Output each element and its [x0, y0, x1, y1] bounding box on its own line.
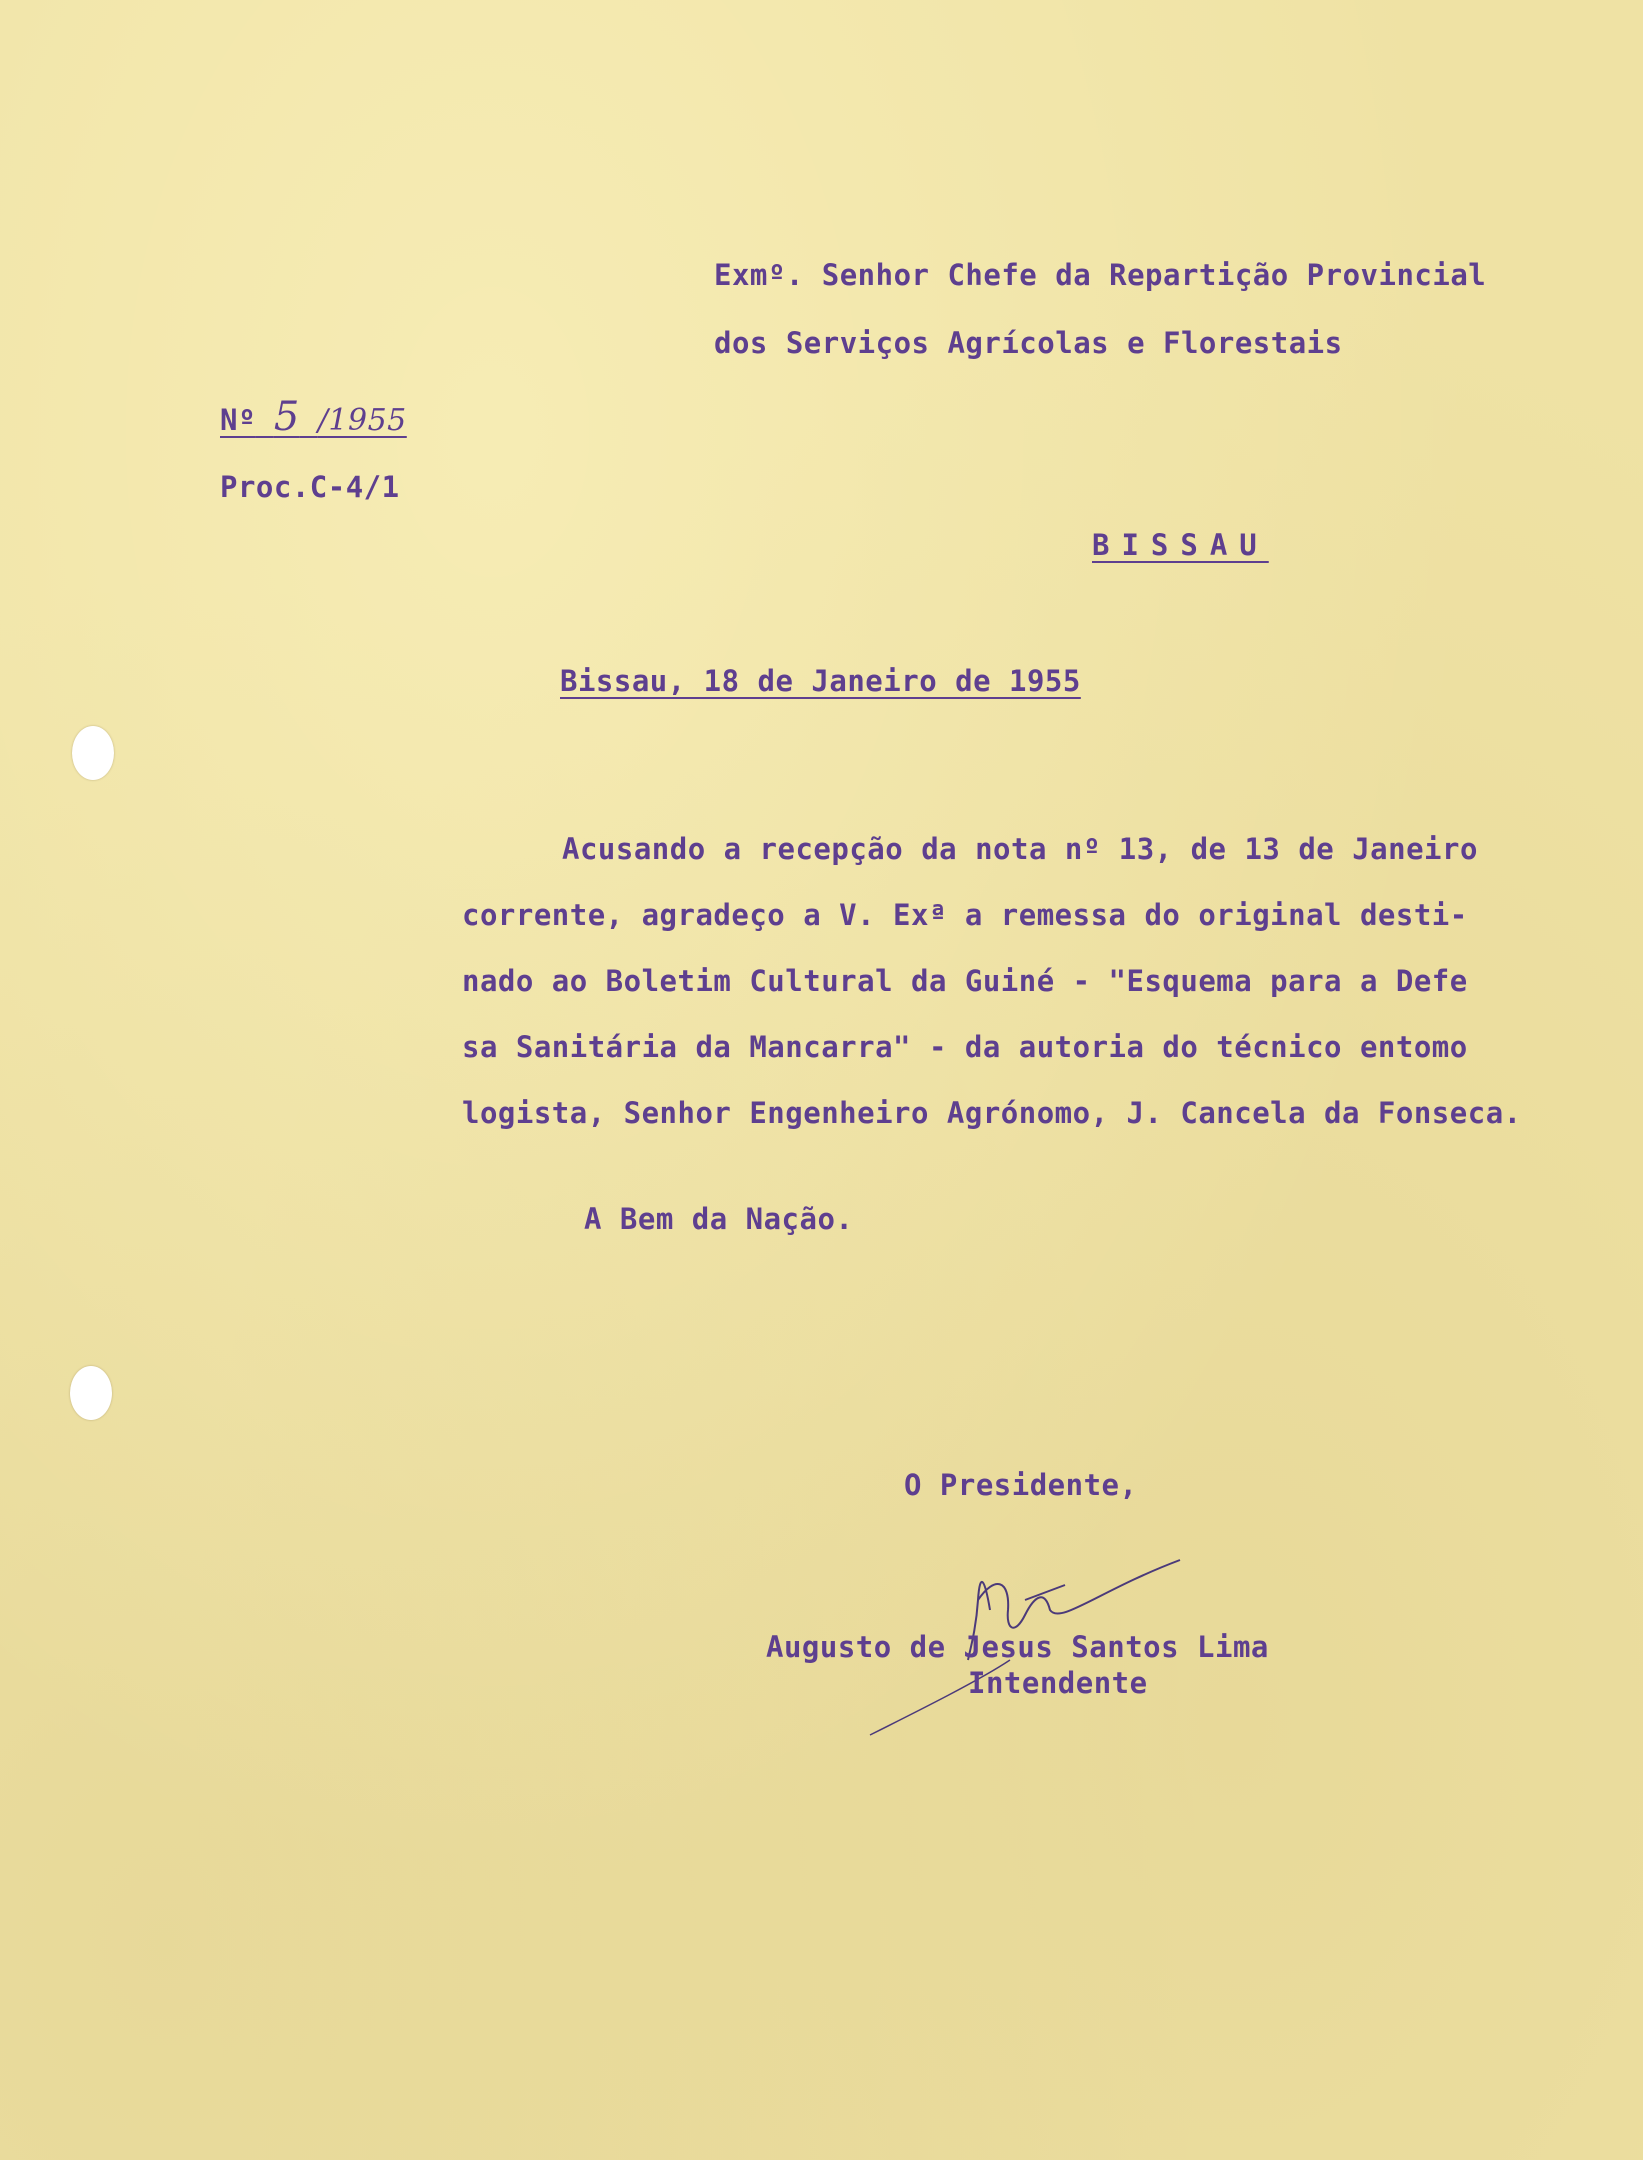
reference-number-year: /1955 [317, 403, 407, 438]
signatory-name: Augusto de Jesus Santos Lima [766, 1630, 1269, 1664]
reference-number [220, 394, 407, 440]
addressee-line-2: dos Serviços Agrícolas e Florestais [714, 326, 1343, 360]
body-line-2: corrente, agradeço a V. Exª a remessa do original desti- [462, 898, 1468, 932]
addressee-line-1: Exmº. Senhor Chefe da Repartição Provincial [714, 258, 1487, 292]
signatory-title: Intendente [968, 1666, 1148, 1700]
date-line: Bissau, 18 de Janeiro de 1955 [560, 664, 1081, 698]
process-reference: Proc.C-4/1 [220, 470, 400, 504]
body-line-4: sa Sanitária da Mancarra" - da autoria do técnico entomo [462, 1030, 1468, 1064]
signatory-role: O Presidente, [904, 1468, 1138, 1502]
city-heading: BISSAU [1092, 528, 1269, 562]
body-line-1: Acusando a recepção da nota nº 13, de 13 de Janeiro [562, 832, 1478, 866]
body-line-3: nado ao Boletim Cultural da Guiné - "Esquema para a Defe [462, 964, 1468, 998]
punch-hole-top [72, 726, 114, 780]
closing-line: A Bem da Nação. [584, 1202, 854, 1236]
punch-hole-bottom [70, 1366, 112, 1420]
body-line-5: logista, Senhor Engenheiro Agrónomo, J. Cancela da Fonseca. [462, 1096, 1522, 1130]
reference-number-prefix: Nº [220, 403, 256, 437]
reference-number-value: 5 [273, 394, 300, 440]
